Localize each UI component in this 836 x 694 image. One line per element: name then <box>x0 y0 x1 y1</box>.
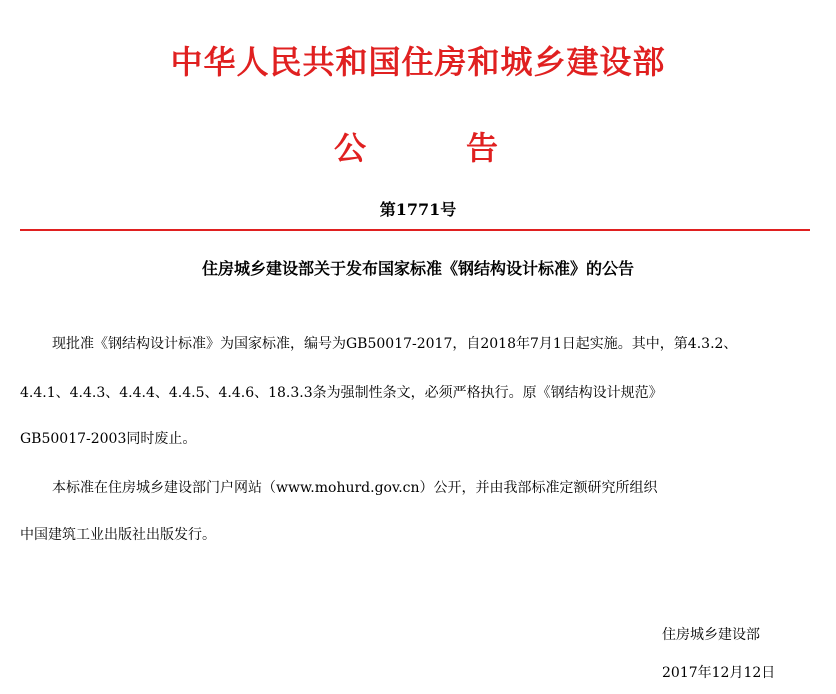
notice-title-char-1: 公 <box>334 129 367 167</box>
signature-issuer: 住房城乡建设部 <box>662 627 760 643</box>
notice-title-char-2: 告 <box>466 129 499 167</box>
signature-date: 2017年12月12日 <box>662 665 776 681</box>
paragraph-1-line-1: 现批准《钢结构设计标准》为国家标准，编号为GB50017-2017，自2018年7月1日起实施。其中，第4.3.2、 <box>52 336 738 352</box>
paragraph-1-line-2: 4.4.1、4.4.3、4.4.4、4.4.5、4.4.6、18.3.3条为强制性条文，必须严格执行。原《钢结构设计规范》 <box>20 385 663 401</box>
header-divider <box>20 229 810 231</box>
paragraph-2-line-2: 中国建筑工业出版社出版发行。 <box>20 527 216 543</box>
notice-subject: 住房城乡建设部关于发布国家标准《钢结构设计标准》的公告 <box>201 259 634 278</box>
paragraph-2-line-1: 本标准在住房城乡建设部门户网站（www.mohurd.gov.cn）公开，并由我部标准定额研究所组织 <box>52 480 658 496</box>
ministry-title: 中华人民共和国住房和城乡建设部 <box>170 43 666 81</box>
notice-number: 第1771号 <box>379 200 457 219</box>
paragraph-1-line-3: GB50017-2003同时废止。 <box>20 431 197 447</box>
